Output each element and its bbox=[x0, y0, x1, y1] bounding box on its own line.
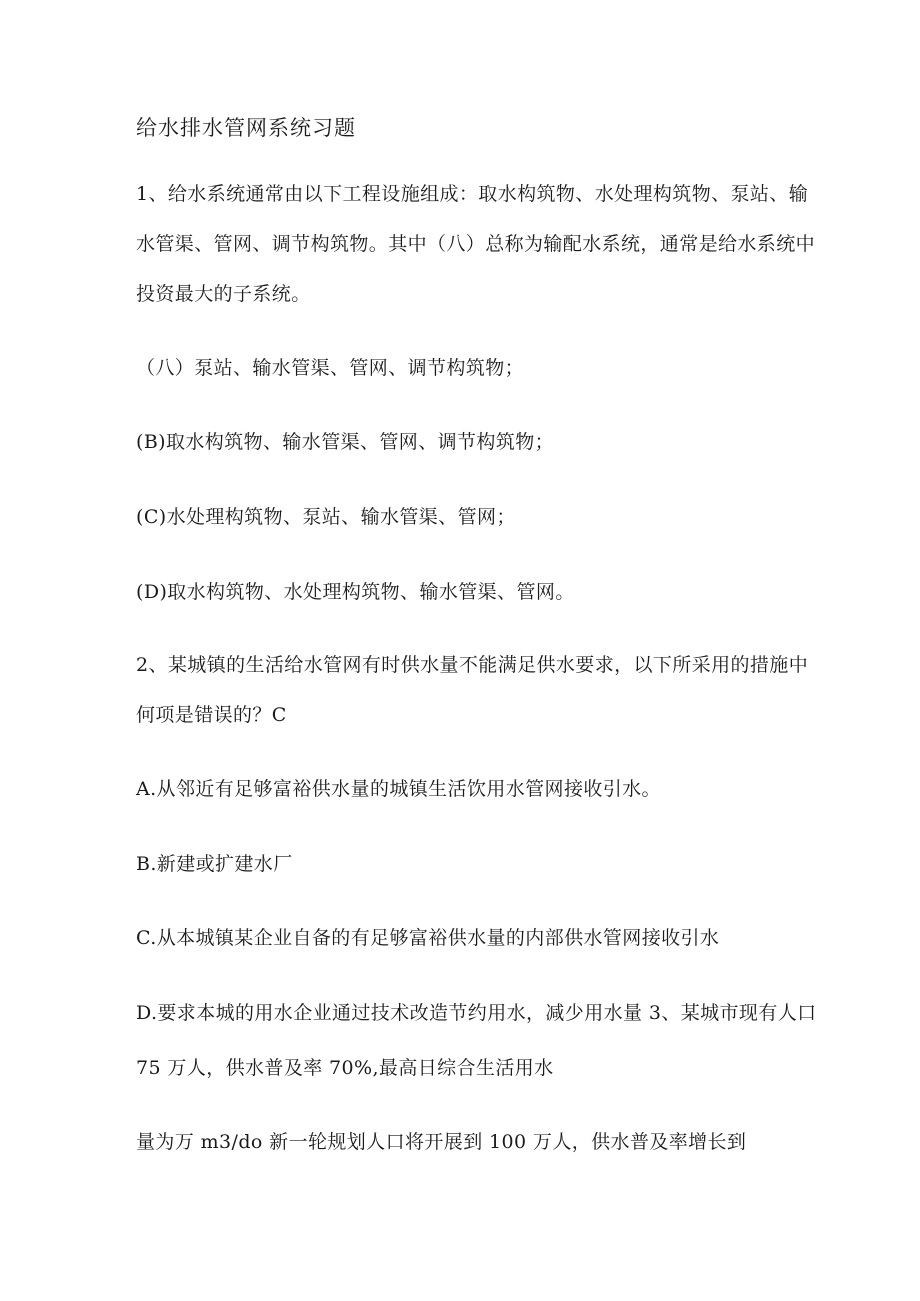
question-3-line-2: 量为万 m3/do 新一轮规划人口将开展到 100 万人，供水普及率增长到 bbox=[136, 1131, 747, 1153]
question-3-line-1: 75 万人，供水普及率 70%,最高日综合生活用水 bbox=[136, 1057, 554, 1079]
document-title: 给水排水管网系统习题 bbox=[136, 116, 356, 140]
question-2-line-2: 何项是错误的？C bbox=[136, 704, 287, 726]
answer-a: A.从邻近有足够富裕供水量的城镇生活饮用水管网接收引水。 bbox=[136, 778, 661, 800]
option-d: (D)取水构筑物、水处理构筑物、输水管渠、管网。 bbox=[136, 581, 575, 603]
answer-b: B.新建或扩建水厂 bbox=[136, 853, 293, 875]
question-1-line-3: 投资最大的子系统。 bbox=[136, 283, 311, 305]
option-c: (C)水处理构筑物、泵站、输水管渠、管网； bbox=[136, 506, 516, 528]
question-1-line-2: 水管渠、管网、调节构筑物。其中（八）总称为输配水系统，通常是给水系统中 bbox=[136, 233, 816, 255]
option-b: (B)取水构筑物、输水管渠、管网、调节构筑物； bbox=[136, 431, 554, 453]
answer-c: C.从本城镇某企业自备的有足够富裕供水量的内部供水管网接收引水 bbox=[136, 927, 720, 949]
question-1-line-1: 1、给水系统通常由以下工程设施组成：取水构筑物、水处理构筑物、泵站、输 bbox=[136, 183, 809, 205]
answer-d: D.要求本城的用水企业通过技术改造节约用水，减少用水量 3、某城市现有人口 bbox=[136, 1002, 817, 1024]
option-a: （八）泵站、输水管渠、管网、调节构筑物； bbox=[136, 357, 525, 379]
question-2-line-1: 2、某城镇的生活给水管网有时供水量不能满足供水要求，以下所采用的措施中 bbox=[136, 654, 809, 676]
